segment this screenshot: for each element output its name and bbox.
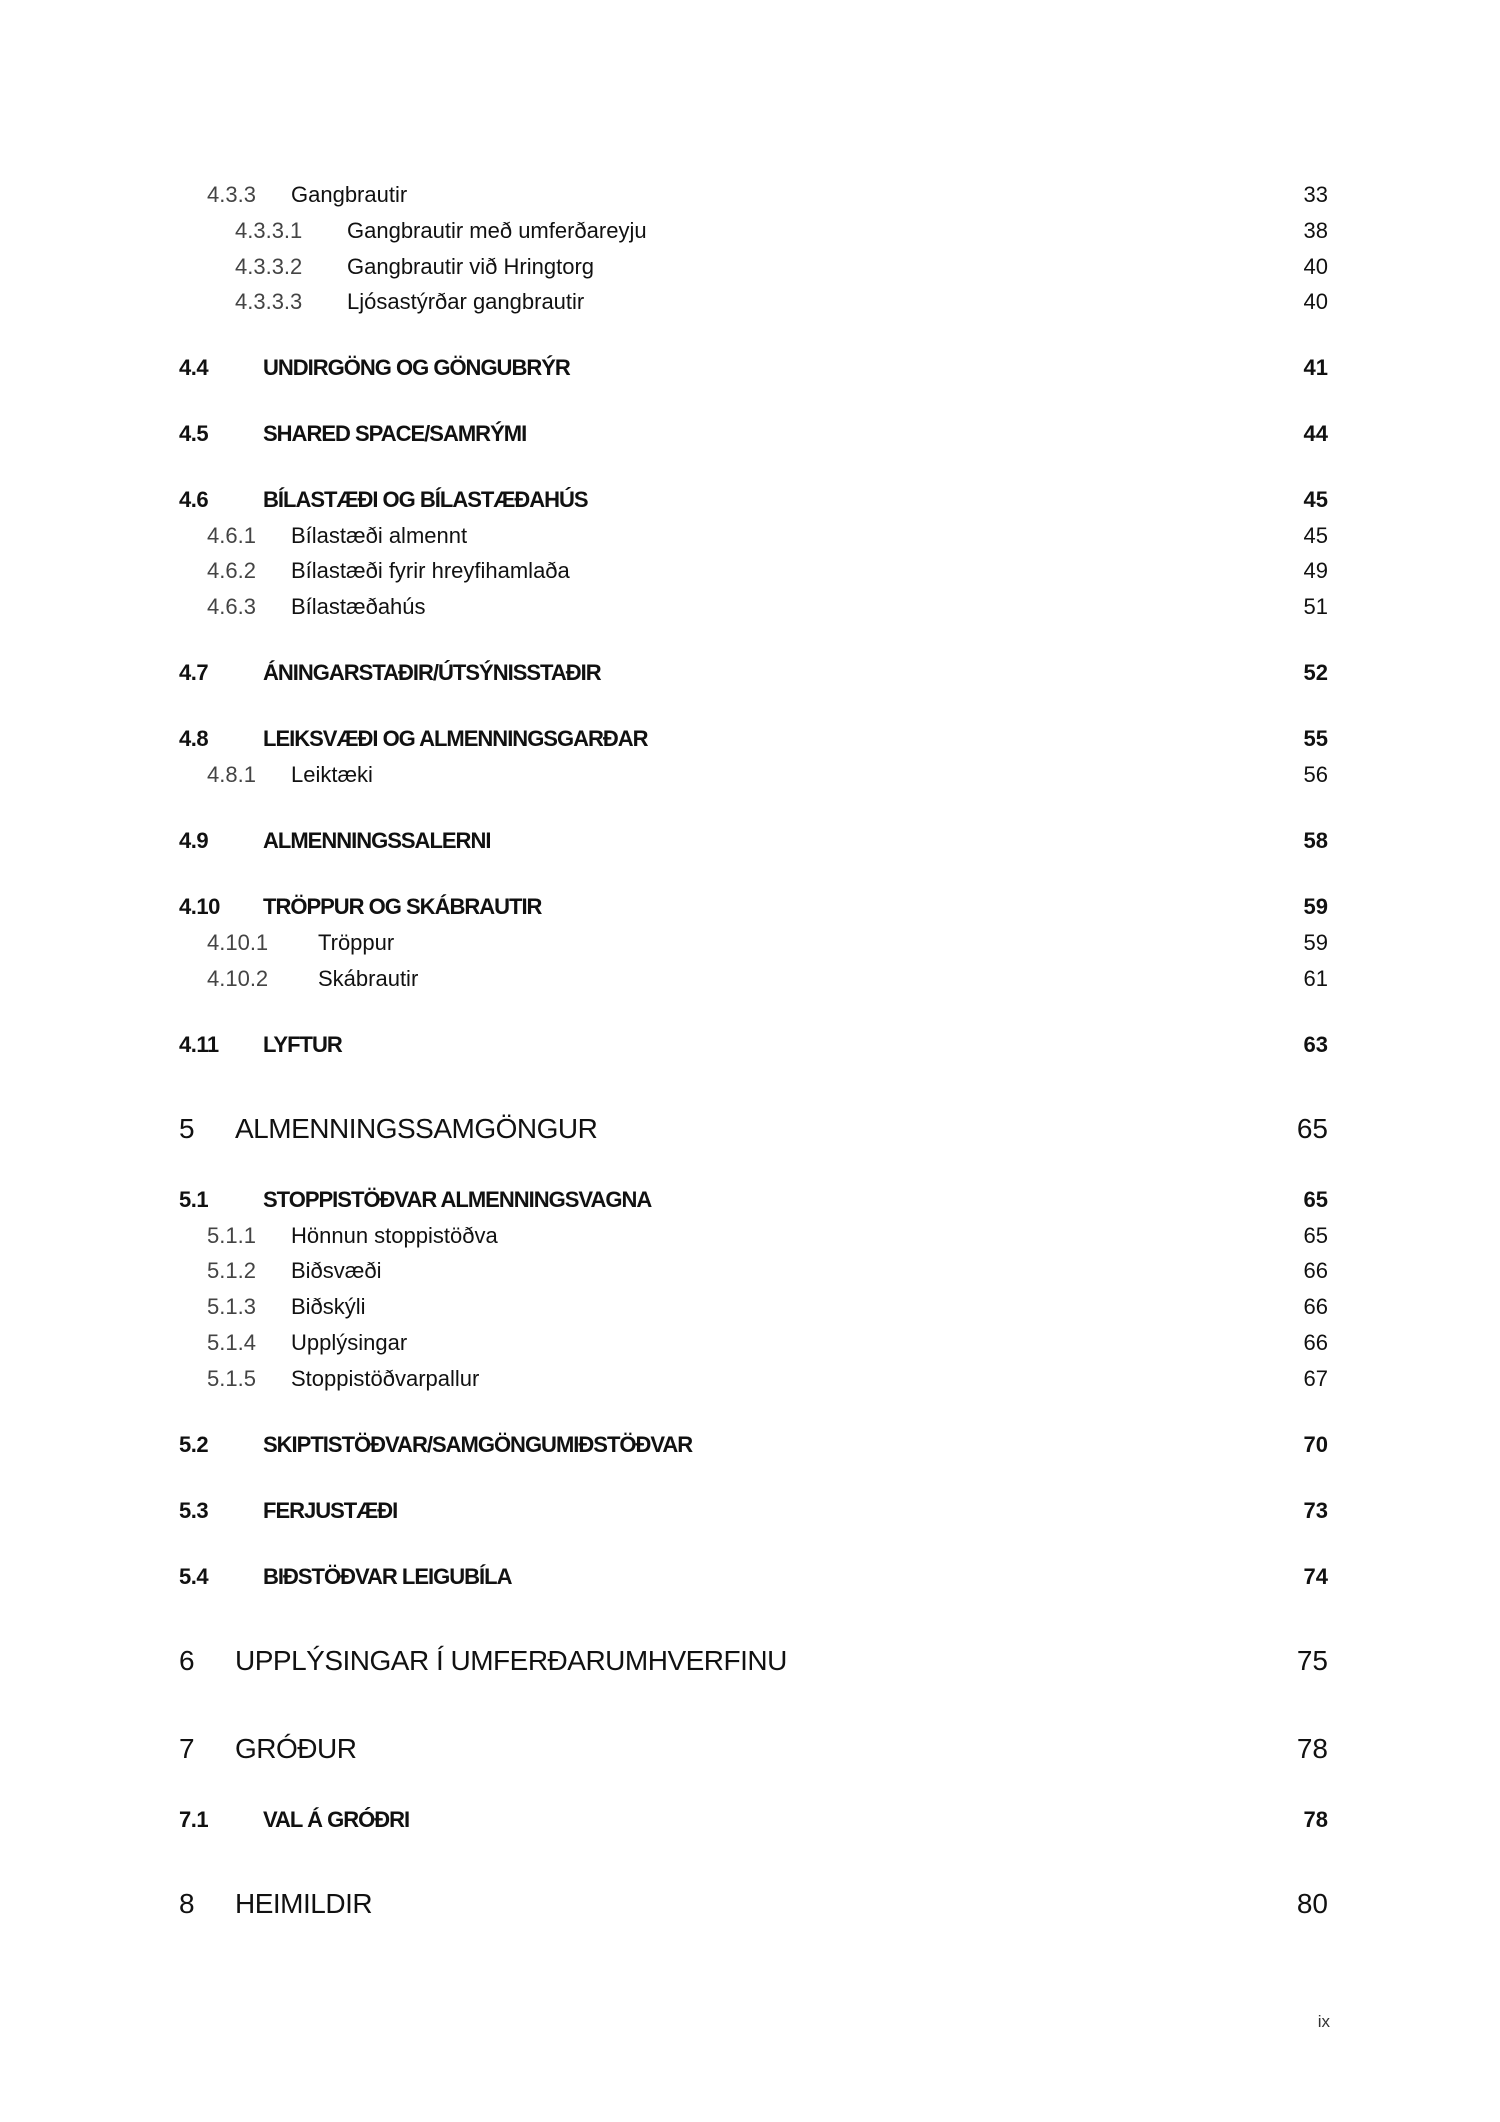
toc-entry-page: 70	[1303, 1432, 1328, 1457]
toc-entry-number: 4.3.3	[207, 182, 256, 207]
toc-entry-number: 5.1.5	[207, 1366, 256, 1391]
toc-entry-page: 80	[1296, 1888, 1328, 1919]
toc-entry-title: FERJUSTÆÐI	[263, 1498, 398, 1523]
toc-entry-title: HEIMILDIR	[235, 1888, 373, 1919]
toc-entry-page: 67	[1303, 1366, 1328, 1391]
toc-entry-title: Skábrautir	[318, 966, 419, 991]
toc-entry-page: 78	[1303, 1807, 1328, 1832]
toc-entry-number: 4.3.3.2	[235, 254, 303, 279]
toc-entry-page: 61	[1303, 966, 1328, 991]
toc-entry-title: Bílastæði fyrir hreyfihamlaða	[291, 558, 570, 583]
toc-entry-title: Upplýsingar	[291, 1330, 408, 1355]
toc-entry-title: Gangbrautir með umferðareyju	[347, 218, 647, 243]
toc-entry-number: 4.6.3	[207, 594, 256, 619]
toc-entry-page: 66	[1303, 1330, 1328, 1355]
toc-entry-page: 78	[1296, 1733, 1328, 1764]
toc-entry-number: 4.3.3.3	[235, 289, 303, 314]
toc-entry-number: 5	[179, 1113, 195, 1144]
toc-entry-title: UPPLÝSINGAR Í UMFERÐARUMHVERFINU	[235, 1645, 787, 1676]
toc-entry-page: 66	[1303, 1258, 1328, 1283]
toc-entry-title: TRÖPPUR OG SKÁBRAUTIR	[263, 894, 542, 919]
toc-entry-number: 4.11	[179, 1032, 219, 1057]
toc-entry-title: LYFTUR	[263, 1032, 342, 1057]
toc-entry-title: Tröppur	[318, 930, 395, 955]
page-number: ix	[1317, 2012, 1330, 2031]
toc-entry-number: 4.10	[179, 894, 220, 919]
toc-entry-page: 65	[1296, 1113, 1328, 1144]
toc-entry-page: 51	[1303, 594, 1328, 619]
toc-entry-number: 4.7	[179, 660, 209, 685]
toc-entry-page: 40	[1303, 289, 1328, 314]
toc-entry-title: SKIPTISTÖÐVAR/SAMGÖNGUMIÐSTÖÐVAR	[263, 1432, 693, 1457]
toc-entry-title: Gangbrautir	[291, 182, 408, 207]
toc-entry-page: 52	[1303, 660, 1328, 685]
toc-entry-title: UNDIRGÖNG OG GÖNGUBRÝR	[263, 355, 570, 380]
toc-entry-page: 55	[1303, 726, 1328, 751]
toc-entry-title: GRÓÐUR	[235, 1733, 357, 1764]
toc-entry-title: Gangbrautir við Hringtorg	[347, 254, 595, 279]
toc-entry-title: VAL Á GRÓÐRI	[263, 1807, 410, 1832]
toc-entry-page: 65	[1303, 1223, 1328, 1248]
toc-entry-title: Leiktæki	[291, 762, 373, 787]
toc-entry-number: 4.10.1	[207, 930, 269, 955]
toc-entry-number: 5.1	[179, 1187, 209, 1212]
toc-entry-page: 38	[1303, 218, 1328, 243]
toc-entry-page: 41	[1303, 355, 1328, 380]
toc-entry-page: 74	[1303, 1564, 1328, 1589]
toc-entry-title: Bílastæði almennt	[291, 523, 468, 548]
toc-entry-number: 7.1	[179, 1807, 209, 1832]
toc-entry-number: 5.1.2	[207, 1258, 256, 1283]
toc-entry-title: SHARED SPACE/SAMRÝMI	[263, 421, 527, 446]
toc-entry-page: 45	[1303, 523, 1328, 548]
toc-entry-page: 40	[1303, 254, 1328, 279]
toc-entry-page: 49	[1303, 558, 1328, 583]
toc-entry-number: 6	[179, 1645, 195, 1676]
toc-entry-page: 65	[1303, 1187, 1328, 1212]
toc-entry-number: 5.1.1	[207, 1223, 256, 1248]
toc-entry-number: 4.8	[179, 726, 209, 751]
toc-entry-number: 5.4	[179, 1564, 209, 1589]
toc-entry-page: 56	[1303, 762, 1328, 787]
toc-entry-number: 5.2	[179, 1432, 209, 1457]
toc-entry-number: 4.5	[179, 421, 209, 446]
toc-entry-title: ÁNINGARSTAÐIR/ÚTSÝNISSTAÐIR	[263, 660, 601, 685]
toc-entry-title: Bílastæðahús	[291, 594, 426, 619]
toc-entry-page: 45	[1303, 487, 1328, 512]
toc-entry-number: 4.6.1	[207, 523, 256, 548]
toc-entry-page: 59	[1303, 930, 1328, 955]
toc-entry-page: 33	[1303, 182, 1328, 207]
toc-entry-number: 4.8.1	[207, 762, 256, 787]
toc-entry-title: BIÐSTÖÐVAR LEIGUBÍLA	[263, 1564, 512, 1589]
toc-entry-page: 73	[1303, 1498, 1328, 1523]
toc-entry-title: Biðsvæði	[291, 1258, 382, 1283]
toc-entry-page: 59	[1303, 894, 1328, 919]
toc-entry-number: 8	[179, 1888, 195, 1919]
toc-entry-number: 4.4	[179, 355, 209, 380]
toc-entry-page: 44	[1303, 421, 1328, 446]
toc-entry-title: LEIKSVÆÐI OG ALMENNINGSGARÐAR	[263, 726, 648, 751]
toc-entry-number: 4.10.2	[207, 966, 269, 991]
toc-entry-title: Ljósastýrðar gangbrautir	[347, 289, 585, 314]
toc-entry-number: 4.6	[179, 487, 209, 512]
toc-entry-number: 7	[179, 1733, 195, 1764]
toc-entry-page: 58	[1303, 828, 1328, 853]
toc-entry-number: 5.3	[179, 1498, 209, 1523]
toc-entry-title: ALMENNINGSSAMGÖNGUR	[235, 1113, 598, 1144]
toc-entry-number: 5.1.3	[207, 1294, 256, 1319]
toc-entry-number: 4.3.3.1	[235, 218, 303, 243]
toc-entry-title: Stoppistöðvarpallur	[291, 1366, 480, 1391]
toc-entry-title: Biðskýli	[291, 1294, 366, 1319]
toc-entry-number: 5.1.4	[207, 1330, 256, 1355]
toc-entry-page: 63	[1303, 1032, 1328, 1057]
toc-entry-title: BÍLASTÆÐI OG BÍLASTÆÐAHÚS	[263, 487, 588, 512]
toc-entry-title: STOPPISTÖÐVAR ALMENNINGSVAGNA	[263, 1187, 652, 1212]
toc-entry-number: 4.9	[179, 828, 209, 853]
toc-entry-page: 66	[1303, 1294, 1328, 1319]
toc-entry-page: 75	[1296, 1645, 1328, 1676]
toc-entry-title: ALMENNINGSSALERNI	[263, 828, 491, 853]
toc-entry-number: 4.6.2	[207, 558, 256, 583]
toc-entry-title: Hönnun stoppistöðva	[291, 1223, 498, 1248]
